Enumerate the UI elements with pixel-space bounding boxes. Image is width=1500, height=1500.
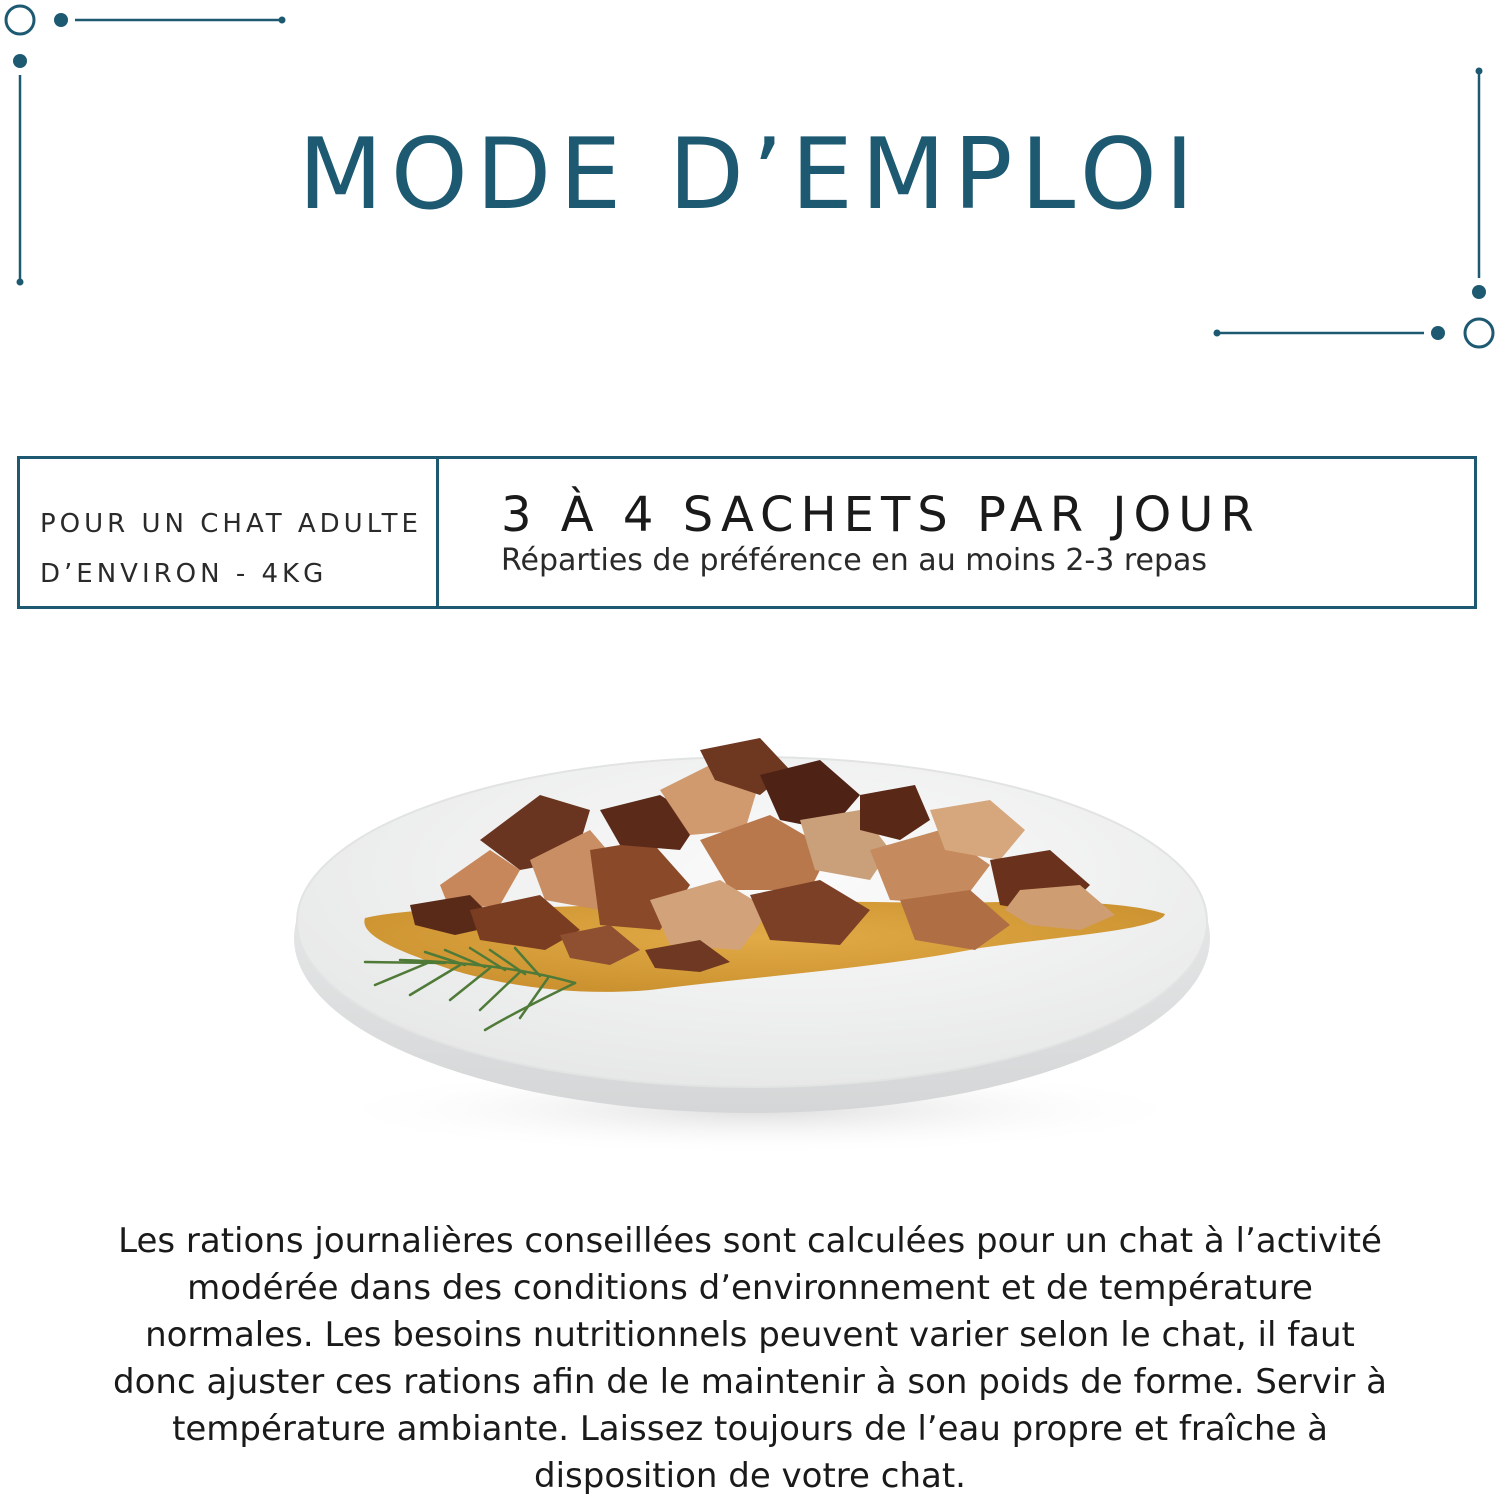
cat-profile-line-2: D’ENVIRON - 4KG [40,559,328,589]
dose-cell [439,459,1261,606]
page-title: MODE D’EMPLOI [298,118,1202,232]
cat-profile-line-1: POUR UN CHAT ADULTE [40,509,422,539]
feeding-guide-box [17,456,1477,609]
feeding-advice-paragraph: Les rations journalières conseillées sont calculées pour un chat à l’activité modérée dans des conditions d’environnement et de température normales. Les besoins nutritionnels peuvent varier selon le chat, il faut donc ajuster ces rations afin de le maintenir à son poids de forme. Servir à température ambiante. Laissez toujours de l’eau propre et fraîche à disposition de votre chat. [113,1221,1387,1496]
cat-profile-cell [20,459,439,606]
daily-dose: 3 À 4 SACHETS PAR JOUR [501,487,1261,543]
dose-note: Réparties de préférence en au moins 2-3 repas [501,543,1208,578]
plate-of-food-image [0,700,1500,1170]
